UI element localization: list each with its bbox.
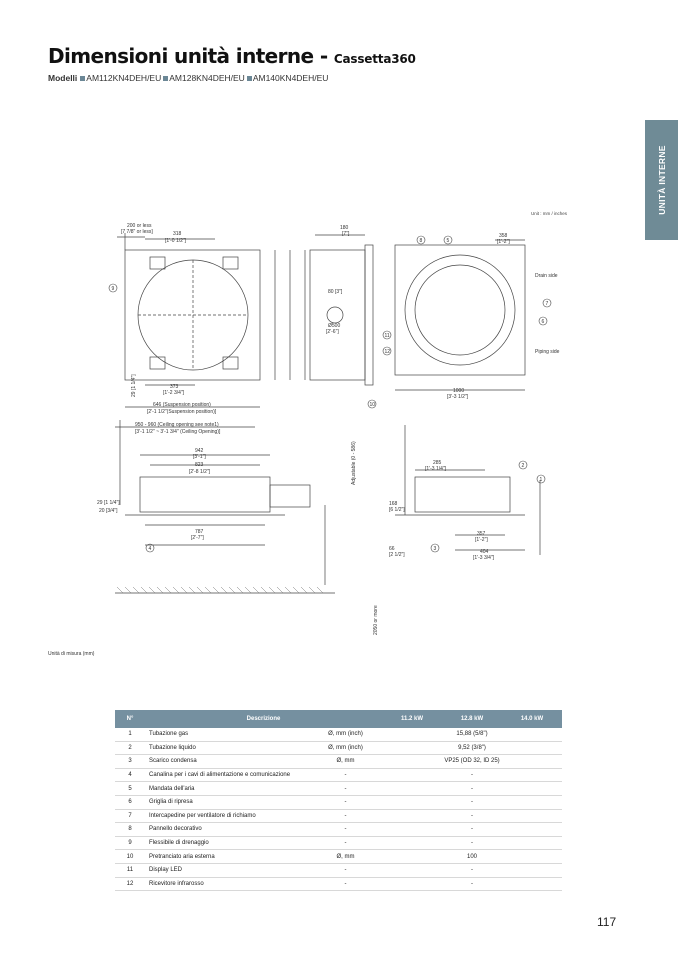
dim-label: [2'-6"] bbox=[326, 329, 339, 335]
model-item: AM140KN4DEH/EU bbox=[247, 73, 329, 83]
dim-label: 787 bbox=[195, 529, 204, 535]
dim-label: [2 1/2"] bbox=[389, 552, 405, 558]
dim-label: [7 7/8" or less] bbox=[121, 229, 153, 235]
title-main: Dimensioni unità interne - bbox=[48, 44, 334, 68]
dim-label: 29 [1 1/4"] bbox=[131, 374, 137, 397]
square-bullet-icon bbox=[247, 76, 252, 81]
models-label: Modelli bbox=[48, 73, 78, 83]
models-line bbox=[48, 73, 330, 83]
callout-3: 3 bbox=[433, 546, 437, 552]
dim-label: 942 bbox=[195, 448, 204, 454]
square-bullet-icon bbox=[163, 76, 168, 81]
callout-6: 6 bbox=[541, 319, 545, 325]
table-row: 3 Scarico condensa Ø, mm VP25 (OD 32, ID 25) bbox=[115, 755, 562, 769]
table-row: 11 Display LED - - bbox=[115, 863, 562, 877]
dim-label: [3'-3 1/2"] bbox=[447, 394, 469, 400]
callout-11: 11 bbox=[384, 333, 390, 339]
dim-label: [3'-1 1/2" ~ 3'-1 3/4" (Ceiling Opening)] bbox=[135, 429, 221, 435]
dim-label: [3'-1"] bbox=[193, 454, 206, 460]
dim-label: 404 bbox=[480, 549, 489, 555]
dim-label: 168 bbox=[389, 501, 398, 507]
callout-8: 8 bbox=[419, 238, 423, 244]
col-header-11kw: 11.2 kW bbox=[382, 710, 442, 728]
unit-side-elevation bbox=[415, 477, 510, 512]
callout-5: 5 bbox=[446, 238, 450, 244]
page-number: 117 bbox=[597, 915, 617, 929]
square-bullet-icon bbox=[80, 76, 85, 81]
dim-label: [1'-0 1/2"] bbox=[165, 238, 187, 244]
dim-label: 80 [3"] bbox=[328, 289, 343, 295]
col-header-14kw: 14.0 kW bbox=[502, 710, 562, 728]
table-row: 9 Flessibile di drenaggio - - bbox=[115, 836, 562, 850]
title-sub: Cassetta360 bbox=[333, 52, 416, 66]
table-row: 7 Intercapedine per ventilatore di richiamo - - bbox=[115, 809, 562, 823]
model-item: AM128KN4DEH/EU bbox=[163, 73, 245, 83]
callout-10: 10 bbox=[369, 402, 376, 408]
dim-label: 180 bbox=[340, 225, 349, 231]
drain-side-label: Drain side bbox=[535, 273, 558, 279]
dim-label: 20 [3/4"] bbox=[99, 508, 118, 514]
callout-9: 9 bbox=[111, 286, 115, 292]
table-row: 5 Mandata dell'aria - - bbox=[115, 782, 562, 796]
dim-label: [2'-1 1/2"(Suspension position)] bbox=[147, 409, 217, 415]
table-header-row bbox=[115, 710, 562, 728]
dim-label: Ø500 bbox=[328, 323, 341, 329]
col-header-number: N° bbox=[115, 710, 145, 728]
table-row: 4 Canalina per i cavi di alimentazione e comunicazione - - bbox=[115, 768, 562, 782]
callout-1: 1 bbox=[539, 477, 543, 483]
dim-label: 357 bbox=[477, 531, 486, 537]
unit-note: Unit : mm / inches bbox=[531, 211, 568, 216]
table-row: 10 Pretranciato aria esterna Ø, mm 100 bbox=[115, 850, 562, 864]
col-header-12kw: 12.8 kW bbox=[442, 710, 502, 728]
dim-label: 285 bbox=[433, 460, 442, 466]
dimension-drawing bbox=[95, 215, 575, 635]
callout-7: 7 bbox=[545, 301, 549, 307]
callout-2: 2 bbox=[521, 463, 525, 469]
dim-label: [6 1/2"] bbox=[389, 507, 405, 513]
dim-label: 200 or less bbox=[127, 223, 152, 229]
dim-label: 2050 or more bbox=[373, 605, 379, 635]
dim-label: [2'-8 1/2"] bbox=[189, 469, 211, 475]
unit-side-outline bbox=[310, 250, 365, 380]
dim-label: [1'-2"] bbox=[497, 239, 510, 245]
unit-front-elevation bbox=[140, 477, 270, 512]
dim-label: [1'-3 3/4"] bbox=[473, 555, 495, 561]
dim-label: [1'-2 3/4"] bbox=[163, 390, 185, 396]
dim-label: [1'-3 1/4"] bbox=[425, 466, 447, 472]
model-item: AM112KN4DEH/EU bbox=[80, 73, 161, 83]
dim-label: 66 bbox=[389, 546, 395, 552]
table-row: 8 Pannello decorativo - - bbox=[115, 823, 562, 837]
dim-label: [2'-7"] bbox=[191, 535, 204, 541]
dim-label: [1'-2"] bbox=[475, 537, 488, 543]
table-row: 6 Griglia di ripresa - - bbox=[115, 795, 562, 809]
section-side-tab: UNITÀ INTERNE bbox=[645, 120, 678, 240]
spec-table bbox=[115, 710, 562, 891]
table-row: 12 Ricevitore infrarosso - - bbox=[115, 877, 562, 891]
page-title bbox=[48, 44, 416, 68]
dim-label: 950 - 960 (Ceiling opening see note1) bbox=[135, 422, 219, 428]
callout-12: 12 bbox=[384, 349, 391, 355]
dim-label: 318 bbox=[173, 231, 182, 237]
callout-4: 4 bbox=[148, 546, 152, 552]
measurement-unit-note: Unità di misura (mm) bbox=[48, 651, 95, 657]
dim-label: Adjustable (0 - 586) bbox=[351, 441, 357, 485]
dim-label: 358 bbox=[499, 233, 508, 239]
dim-label: 373 bbox=[170, 384, 179, 390]
dim-label: [7"] bbox=[342, 231, 350, 237]
dim-label: 29 [1 1/4"] bbox=[97, 500, 120, 506]
panel-outline bbox=[395, 245, 525, 375]
col-header-description: Descrizione bbox=[145, 710, 382, 728]
table-row: 1 Tubazione gas Ø, mm (inch) 15,88 (5/8") bbox=[115, 728, 562, 741]
dim-label: 646 (Suspension position) bbox=[153, 402, 211, 408]
dim-label: 823 bbox=[195, 462, 204, 468]
piping-side-label: Piping side bbox=[535, 349, 560, 355]
dim-label: 1000 bbox=[453, 388, 465, 394]
table-row: 2 Tubazione liquido Ø, mm (inch) 9,52 (3/8") bbox=[115, 741, 562, 755]
